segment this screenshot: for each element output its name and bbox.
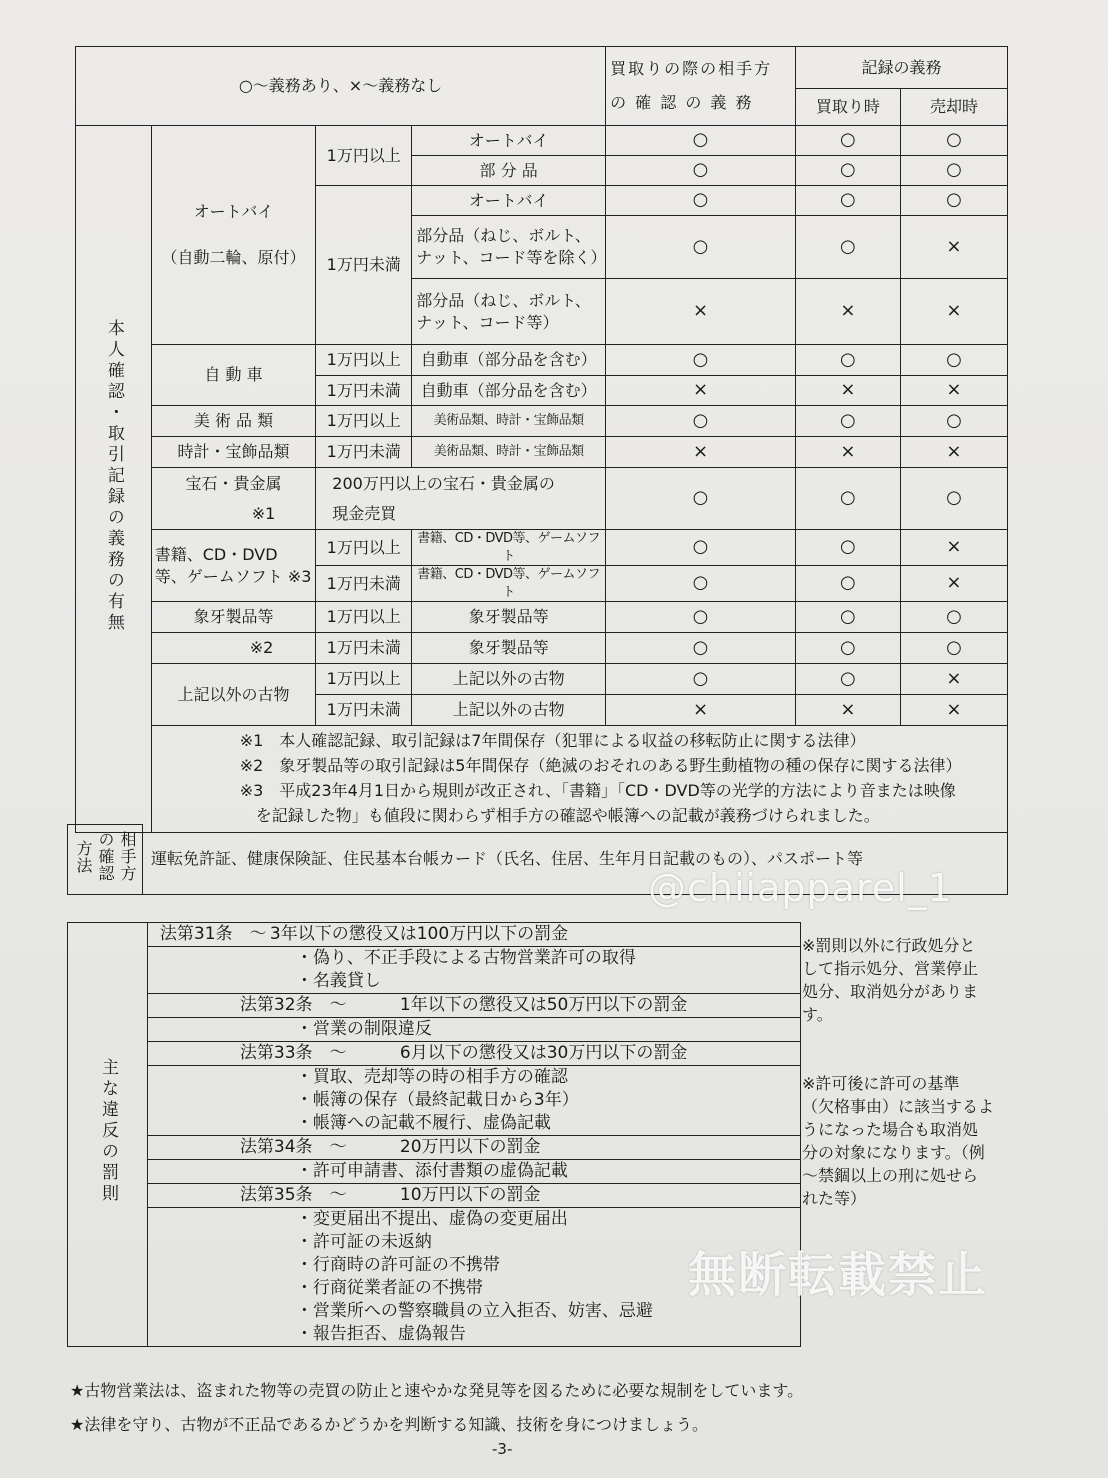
law-items <box>147 1018 800 1042</box>
obligation-table <box>75 46 1008 833</box>
threshold-cell: 1万円以上 <box>316 602 412 633</box>
side-note-line: ～禁錮以上の刑に処せら <box>802 1166 979 1185</box>
law-item: ・名義貸し <box>295 971 381 991</box>
law-penalty: 10万円以下の罰金 <box>399 1185 541 1205</box>
law-article: 法第33条 ～ <box>239 1043 347 1063</box>
item-cell: オートバイ <box>412 126 606 156</box>
mark-buy: ○ <box>795 156 900 186</box>
side-note-line: して指示処分、営業停止 <box>802 959 979 978</box>
penalty-label: 主な違反の罰則 <box>97 1057 118 1205</box>
mark-buy: ○ <box>795 633 900 664</box>
note-line: ※3 平成23年4月1日から規則が改正され、「書籍」「CD・DVD等の光学的方法により音または映像 <box>239 781 956 801</box>
threshold-cell: 1万円以上 <box>316 530 412 566</box>
mark-buy: ○ <box>795 664 900 695</box>
mark-confirm: ○ <box>606 566 796 602</box>
law-item: ・行商時の許可証の不携帯 <box>295 1255 500 1275</box>
law-item: ・営業の制限違反 <box>295 1019 432 1039</box>
side-note-line: （欠格事由）に該当するよ <box>802 1097 995 1116</box>
law-item: ・行商従業者証の不携帯 <box>295 1278 483 1298</box>
gem-threshold-line2: 現金売買 <box>332 503 397 523</box>
mark-sell: ○ <box>900 186 1007 216</box>
category-ivory-line2: ※2 <box>151 633 316 664</box>
threshold-cell: 1万円未満 <box>316 695 412 726</box>
item-cell: 象牙製品等 <box>412 633 606 664</box>
mark-buy: ○ <box>795 216 900 279</box>
item-cell: オートバイ <box>412 186 606 216</box>
item-cell: 美術品類、時計・宝飾品類 <box>412 437 606 468</box>
footer-line-1: ★古物営業法は、盗まれた物等の売買の防止と速やかな発見等を図るために必要な規制をしています。 <box>70 1381 804 1400</box>
mark-buy: ○ <box>795 602 900 633</box>
category-gem-line1: 宝石・貴金属 <box>185 473 282 493</box>
law-34-row <box>147 1136 800 1160</box>
mark-sell: ○ <box>900 345 1007 376</box>
mark-confirm: × <box>606 437 796 468</box>
item-cell: 自動車（部分品を含む） <box>412 376 606 406</box>
law-article: 法第31条 ～ <box>159 924 267 944</box>
law-32-row <box>147 994 800 1018</box>
item-cell <box>412 279 606 345</box>
mark-buy: ○ <box>795 406 900 437</box>
threshold-cell: 1万円未満 <box>316 566 412 602</box>
mark-sell: × <box>900 216 1007 279</box>
note-line: ※1 本人確認記録、取引記録は7年間保存（犯罪による収益の移転防止に関する法律） <box>239 731 866 751</box>
mark-confirm: ○ <box>606 406 796 437</box>
item-cell: 上記以外の古物 <box>412 664 606 695</box>
mark-confirm: ○ <box>606 633 796 664</box>
mark-confirm: ○ <box>606 126 796 156</box>
mark-sell: × <box>900 530 1007 566</box>
penalty-label-cell <box>68 923 148 1347</box>
law-penalty: 6月以下の懲役又は30万円以下の罰金 <box>399 1043 688 1063</box>
legend-text: ○～義務あり、×～義務なし <box>238 76 443 96</box>
item-cell: 象牙製品等 <box>412 602 606 633</box>
note-line: を記録した物」も値段に関わらず相手方の確認や帳簿への記載が義務づけられました。 <box>239 806 880 826</box>
law-item: ・帳簿への記載不履行、虚偽記載 <box>295 1113 551 1133</box>
side-note-line: 処分、取消処分がありま <box>802 982 979 1001</box>
mark-sell: ○ <box>900 126 1007 156</box>
item-cell: 上記以外の古物 <box>412 695 606 726</box>
mark-buy: × <box>795 695 900 726</box>
law-article: 法第35条 ～ <box>239 1185 347 1205</box>
mark-sell: × <box>900 664 1007 695</box>
mark-sell: × <box>900 437 1007 468</box>
side-note-line: ※罰則以外に行政処分と <box>802 936 976 955</box>
category-moto-line2: （自動二輪、原付） <box>161 248 306 267</box>
mark-confirm: × <box>606 376 796 406</box>
confirm-header-line1: 買取りの際の相手方 <box>610 59 773 79</box>
buy-header: 買取り時 <box>795 89 900 126</box>
category-gem-line2: ※1 <box>251 503 276 523</box>
threshold-cell: 1万円未満 <box>316 633 412 664</box>
mark-buy: ○ <box>795 530 900 566</box>
law-item: ・偽り、不正手段による古物営業許可の取得 <box>295 948 636 968</box>
category-other: 上記以外の古物 <box>151 664 316 726</box>
mark-sell: × <box>900 566 1007 602</box>
threshold-cell: 1万円未満 <box>316 437 412 468</box>
id-method-text: 運転免許証、健康保険証、住民基本台帳カード（氏名、住居、生年月日記載のもの）、パスポート等 <box>142 825 1007 895</box>
law-article: 法第34条 ～ <box>239 1137 347 1157</box>
left-label-cell <box>76 126 152 833</box>
item-cell: 美術品類、時計・宝飾品類 <box>412 406 606 437</box>
category-book-line1: 書籍、CD・DVD <box>154 545 278 564</box>
confirm-header-line2: の 確 認 の 義 務 <box>610 93 754 112</box>
category-books <box>151 530 316 602</box>
gem-threshold-line1: 200万円以上の宝石・貴金属の <box>332 473 555 493</box>
side-note-line: うになった場合も取消処 <box>802 1120 979 1139</box>
sell-header: 売却時 <box>900 89 1007 126</box>
threshold-cell: 1万円未満 <box>316 376 412 406</box>
watermark-handle: @chiiapparel_1 <box>648 866 953 910</box>
item-cell: 自動車（部分品を含む） <box>412 345 606 376</box>
confirm-header <box>606 47 796 126</box>
item-cell: 部 分 品 <box>412 156 606 186</box>
item-line: 部分品（ねじ、ボルト、 <box>416 226 591 246</box>
law-item: ・帳簿の保存（最終記載日から3年） <box>295 1090 579 1110</box>
record-header: 記録の義務 <box>795 47 1007 89</box>
threshold-cell: 1万円以上 <box>316 664 412 695</box>
mark-sell: × <box>900 376 1007 406</box>
category-gem <box>151 468 316 530</box>
law-item: ・変更届出不提出、虚偽の変更届出 <box>295 1209 568 1229</box>
mark-buy: × <box>795 376 900 406</box>
category-book-line2: 等、ゲームソフト ※3 <box>154 566 312 586</box>
threshold-cell: 1万円以上 <box>316 345 412 376</box>
category-ivory-line1: 象牙製品等 <box>151 602 316 633</box>
category-moto-line1: オートバイ <box>193 202 274 222</box>
mark-confirm: ○ <box>606 345 796 376</box>
id-method-label-cell <box>68 825 143 895</box>
law-item: ・営業所への警察職員の立入拒否、妨害、忌避 <box>295 1301 653 1321</box>
law-items <box>147 1066 800 1136</box>
mark-buy: ○ <box>795 566 900 602</box>
side-note-admin <box>802 934 1042 1026</box>
threshold-cell: 1万円以上 <box>316 406 412 437</box>
watermark-notice: 無断転載禁止 <box>688 1247 989 1303</box>
law-33-row <box>147 1042 800 1066</box>
item-line: ナット、コード等を除く） <box>416 248 607 267</box>
category-motorcycle <box>151 126 316 345</box>
notes-cell <box>151 726 1007 833</box>
item-line: 部分品（ねじ、ボルト、 <box>416 290 591 310</box>
mark-confirm: ○ <box>606 216 796 279</box>
side-note-line: 分の対象になります。（例 <box>802 1143 985 1162</box>
mark-buy: ○ <box>795 186 900 216</box>
mark-sell: ○ <box>900 633 1007 664</box>
item-line: ナット、コード等） <box>416 312 559 332</box>
legend-cell <box>76 47 606 126</box>
category-art-line2: 時計・宝飾品類 <box>151 437 316 468</box>
mark-confirm: ○ <box>606 530 796 566</box>
item-cell: 書籍、CD・DVD等、ゲームソフト <box>412 566 606 602</box>
law-items <box>147 1160 800 1184</box>
law-penalty: 20万円以下の罰金 <box>399 1137 541 1157</box>
law-item: ・許可証の未返納 <box>295 1232 432 1252</box>
law-item: ・買取、売却等の時の相手方の確認 <box>295 1067 568 1087</box>
mark-confirm: × <box>606 279 796 345</box>
threshold-cell: 1万円以上 <box>316 126 412 186</box>
mark-confirm: × <box>606 695 796 726</box>
mark-buy: ○ <box>795 345 900 376</box>
side-note-line: ※許可後に許可の基準 <box>802 1074 960 1093</box>
item-cell: 書籍、CD・DVD等、ゲームソフト <box>412 530 606 566</box>
mark-buy: × <box>795 279 900 345</box>
mark-sell: ○ <box>900 468 1007 530</box>
mark-sell: × <box>900 695 1007 726</box>
mark-confirm: ○ <box>606 156 796 186</box>
mark-sell: ○ <box>900 602 1007 633</box>
page-number: -3- <box>492 1440 513 1458</box>
mark-buy: ○ <box>795 126 900 156</box>
mark-buy: × <box>795 437 900 468</box>
law-item: ・許可申請書、添付書類の虚偽記載 <box>295 1161 568 1181</box>
law-penalty: 1年以下の懲役又は50万円以下の罰金 <box>399 995 688 1015</box>
side-note-line: す。 <box>802 1005 833 1024</box>
side-note-revocation <box>802 1072 1042 1210</box>
mark-confirm: ○ <box>606 664 796 695</box>
law-35-row <box>147 1184 800 1208</box>
note-line: ※2 象牙製品等の取引記録は5年間保存（絶滅のおそれのある野生動植物の種の保存に関する法律） <box>239 756 962 776</box>
threshold-cell: 1万円未満 <box>316 186 412 345</box>
category-car: 自 動 車 <box>151 345 316 406</box>
id-method-label: 相手方の確認方法 <box>73 831 137 883</box>
footer-line-2: ★法律を守り、古物が不正品であるかどうかを判断する知識、技術を身につけましょう。 <box>70 1415 709 1434</box>
law-31-row <box>147 923 800 947</box>
mark-sell: ○ <box>900 406 1007 437</box>
category-art-line1: 美 術 品 類 <box>151 406 316 437</box>
mark-confirm: ○ <box>606 186 796 216</box>
mark-sell: ○ <box>900 156 1007 186</box>
mark-sell: × <box>900 279 1007 345</box>
law-penalty: 3年以下の懲役又は100万円以下の罰金 <box>269 924 569 944</box>
mark-buy: ○ <box>795 468 900 530</box>
law-items <box>147 947 800 994</box>
law-article: 法第32条 ～ <box>239 995 347 1015</box>
side-note-line: れた等） <box>802 1189 867 1208</box>
mark-confirm: ○ <box>606 468 796 530</box>
law-item: ・報告拒否、虚偽報告 <box>295 1324 466 1344</box>
mark-confirm: ○ <box>606 602 796 633</box>
left-label: 本人確認・取引記録の義務の有無 <box>103 318 124 634</box>
gem-threshold <box>316 468 606 530</box>
item-cell <box>412 216 606 279</box>
